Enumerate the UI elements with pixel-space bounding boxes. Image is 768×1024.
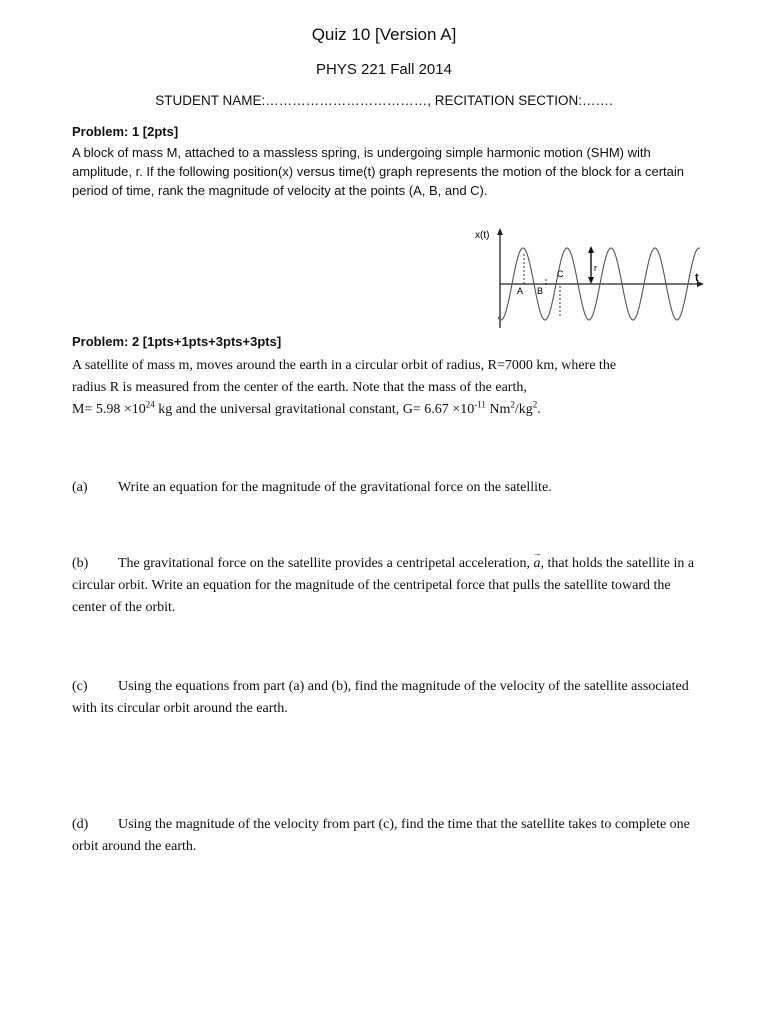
part-d [72,814,702,858]
x-axis-label: t [695,272,699,284]
part-a-text: Write an equation for the magnitude of the gravitational force on the satellite. [118,480,552,495]
part-d-label: (d) [72,817,89,832]
earth-mass-text: M= 5.98 ×10 [72,402,146,417]
problem2-constants [72,399,702,421]
problem2-intro-line2: radius R is measured from the center of the earth. Note that the mass of the earth, [72,380,527,395]
point-a-label: A [517,286,524,296]
point-c-label: C [557,269,564,279]
part-b-text-start: The gravitational force on the satellite provides a centripetal acceleration, [118,556,534,571]
amplitude-label: r [594,263,597,273]
student-info-line: STUDENT NAME:………………………………, RECITATION SECTION:……. [155,93,613,108]
problem1-heading: Problem: 1 [2pts] [72,124,179,139]
problem2-intro-line1: A satellite of mass m, moves around the earth in a circular orbit of radius, R=7000 km, where the [72,358,617,373]
part-c-label: (c) [72,679,88,694]
shm-position-time-graph [468,224,708,336]
constants-period: . [537,402,541,417]
quiz-title: Quiz 10 [Version A] [311,25,457,44]
unit-m-exponent: 2 [510,399,515,410]
problem1-text: A block of mass M, attached to a massless spring, is undergoing simple harmonic motion (SHM) with amplitude, r. If the following position(x) versus time(t) graph represents the motion of the block for a certain period of time, rank the magnitude of velocity at the points (A, B, and C). [72,145,685,198]
unit-kg-exponent: 2 [532,399,538,410]
part-c-text: Using the equations from part (a) and (b), find the magnitude of the velocity of the satellite associated with its circular orbit around the earth. [72,679,689,716]
problem2-heading: Problem: 2 [1pts+1pts+3pts+3pts] [72,334,282,349]
part-a-label: (a) [72,480,88,495]
part-a [72,477,702,499]
part-d-text: Using the magnitude of the velocity from part (c), find the time that the satellite takes to complete one orbit around the earth. [72,817,690,854]
gravity-constant-text: kg and the universal gravitational constant, G= 6.67 ×10 [154,402,475,417]
unit-nm: Nm [485,402,511,417]
part-b-text-end: , that holds the satellite in a circular orbit. Write an equation for the magnitude of the centripetal force that pulls the satellite toward the center of the orbit. [72,556,695,615]
y-axis-label: x(t) [475,230,490,241]
part-c [72,676,702,720]
acceleration-vector-symbol: → a [534,553,541,575]
part-b-label: (b) [72,556,89,571]
y-axis-arrow [497,228,503,235]
unit-kg: /kg [514,402,533,417]
gravity-constant-exponent: -11 [474,399,486,410]
problem2-intro [72,355,702,421]
point-b-label: B [537,286,544,296]
earth-mass-exponent: 24 [145,399,155,410]
part-b [72,553,702,619]
course-title: PHYS 221 Fall 2014 [316,61,452,78]
